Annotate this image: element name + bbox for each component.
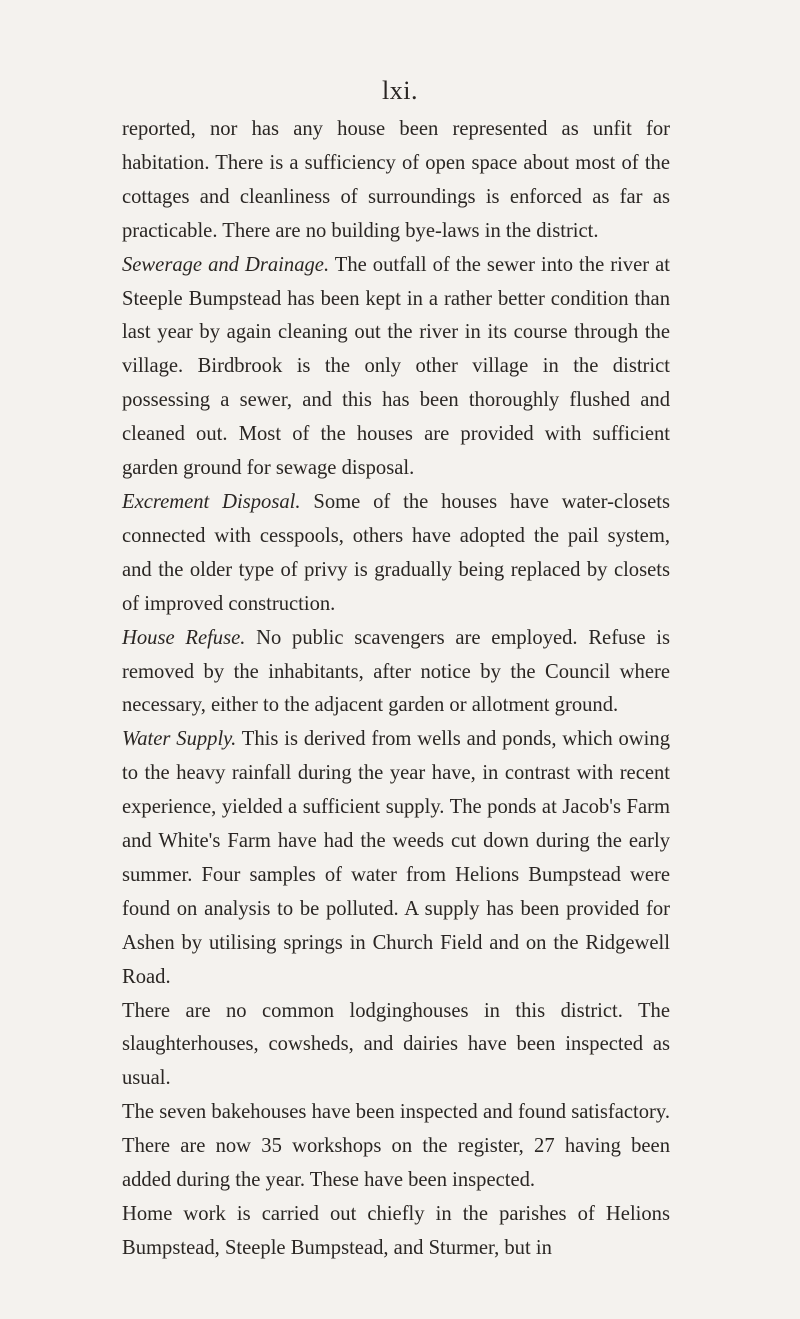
paragraph-lodginghouses: [122, 995, 670, 1097]
paragraph-text: This is derived from wells and ponds, which owing to the heavy rainfall during the year have, in contrast with recent experience, yielded a sufficient supply. The ponds at Jacob's Farm and White's Farm have had the weeds cut down during the early summer. Four samples of water from Helions Bumpstead were found on analysis to be polluted. A supply has been provided for Ashen by utilising springs in Church Field and on the Ridgewell Road.: [122, 728, 670, 988]
paragraph-text: Some of the houses have water-closets connected with cesspools, others have adopted the pail system, and the older type of privy is gradually being replaced by closets of improved construction.: [122, 490, 670, 615]
paragraph-homework: [122, 1198, 670, 1266]
paragraph-water: [122, 723, 670, 994]
paragraph-refuse: [122, 622, 670, 724]
paragraph-text: No public scavengers are employed. Refuse is removed by the inhabitants, after notice by the Council where necessary, either to the adjacent garden or allotment ground.: [122, 626, 670, 717]
paragraph-text: The seven bakehouses have been inspected and found satisfactory. There are now 35 workshops on the register, 27 having been added during the year. These have been inspected.: [122, 1101, 670, 1192]
section-heading-excrement: Excrement Disposal.: [122, 490, 301, 513]
section-heading-water: Water Supply.: [122, 728, 237, 751]
section-heading-refuse: House Refuse.: [122, 626, 246, 649]
page-number: lxi.: [382, 76, 418, 105]
paragraph-text: The outfall of the sewer into the river at Steeple Bumpstead has been kept in a rather better condition than last year by again cleaning out the river in its course through the village. Birdbrook is the only other village in the district possessing a sewer, and this has been thoroughly flushed and cleaned out. Most of the houses are provided with sufficient garden ground for sewage disposal.: [122, 253, 670, 480]
paragraph-sewerage: [122, 249, 670, 486]
paragraph-text: There are no common lodginghouses in this district. The slaughterhouses, cowsheds, and dairies have been inspected as usual.: [122, 999, 670, 1090]
paragraph-bakehouses: [122, 1096, 670, 1198]
section-heading-sewerage: Sewerage and Drainage.: [122, 253, 330, 276]
paragraph-housing: [122, 113, 670, 249]
report-body: [122, 113, 670, 1266]
paragraph-excrement: [122, 486, 670, 622]
paragraph-text: Home work is carried out chiefly in the parishes of Helions Bumpstead, Steeple Bumpstead, and Sturmer, but in: [122, 1203, 670, 1259]
paragraph-text: reported, nor has any house been represented as unfit for habitation. There is a sufficiency of open space about most of the cottages and cleanliness of surroundings is enforced as far as practicable. There are no building bye-laws in the district.: [122, 118, 670, 242]
